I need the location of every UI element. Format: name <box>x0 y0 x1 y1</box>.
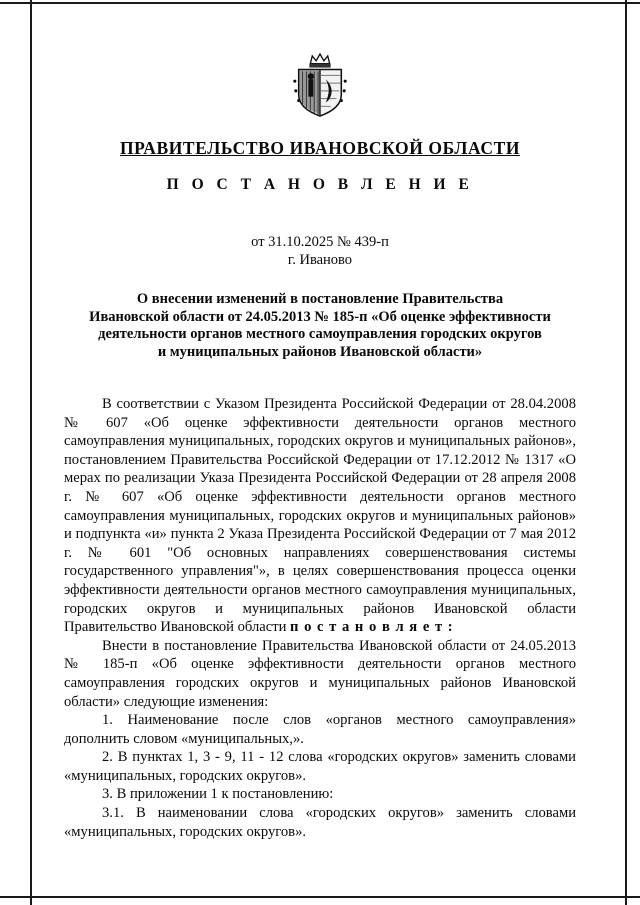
body-paragraph: 1. Наименование после слов «органов местного самоуправления» дополнить словом «муниципальных,». <box>64 712 576 747</box>
coat-of-arms-wrapper <box>64 52 576 122</box>
subject-line: деятельности органов местного самоуправления городских округов <box>98 326 542 342</box>
page-border-left <box>30 0 32 905</box>
subject-line: О внесении изменений в постановление Правительства <box>136 291 504 307</box>
body-paragraph: Внести в постановление Правительства Ивановской области от 24.05.2013 № 185-п «Об оценке эффективности деятельности органов местного самоуправления городских округов и муниципальных районов Ивановской области» следующие изменения: <box>64 637 576 710</box>
authority-title: ПРАВИТЕЛЬСТВО ИВАНОВСКОЙ ОБЛАСТИ <box>119 138 521 158</box>
document-type-title: П О С Т А Н О В Л Е Н И Е <box>166 176 474 193</box>
subject-line: Ивановской области от 24.05.2013 № 185-п «Об оценке эффективности <box>89 308 551 325</box>
body-paragraph: 3.1. В наименовании слова «городских округов» заменить словами «муниципальных, городских округов». <box>64 805 576 840</box>
resolve-word: п о с т а н о в л я е т : <box>290 619 454 636</box>
document-body <box>64 395 576 841</box>
preamble-paragraph <box>64 395 576 637</box>
city-line: г. Иваново <box>287 252 353 268</box>
page-border-bottom <box>0 896 640 898</box>
coat-of-arms-icon <box>289 52 351 120</box>
document-subject <box>64 291 576 361</box>
page-border-right <box>625 0 627 905</box>
subject-line: и муниципальных районов Ивановской области» <box>157 343 483 360</box>
preamble-text: В соответствии с Указом Президента Российской Федерации от 28.04.2008 № 607 «Об оценке эффективности деятельности органов местного самоуправления муниципальных, городских округов и муниципальных районов», постановлением Правительства Российской Федерации от 17.12.2012 № 1317 «О мерах по реализации Указа Президента Российской Федерации от 28 апреля 2008 г. № 607 «Об оценке эффективности деятельности органов местного самоуправления муниципальных, городских округов и муниципальных районов» и подпункта «и» пункта 2 Указа Президента Российской Федерации от 7 мая 2012 г. № 601 "Об основных направлениях совершенствования системы государственного управления"», в целях совершенствования процесса оценки эффективности деятельности органов местного самоуправления муниципальных, городских округов и муниципальных районов Ивановской области Правительство Ивановской области <box>64 396 576 636</box>
body-paragraph: 3. В приложении 1 к постановлению: <box>102 786 334 803</box>
body-paragraph: 2. В пунктах 1, 3 - 9, 11 - 12 слова «городских округов» заменить словами «муниципальных, городских округов». <box>64 749 576 784</box>
date-and-number: от 31.10.2025 № 439-п <box>251 234 389 250</box>
